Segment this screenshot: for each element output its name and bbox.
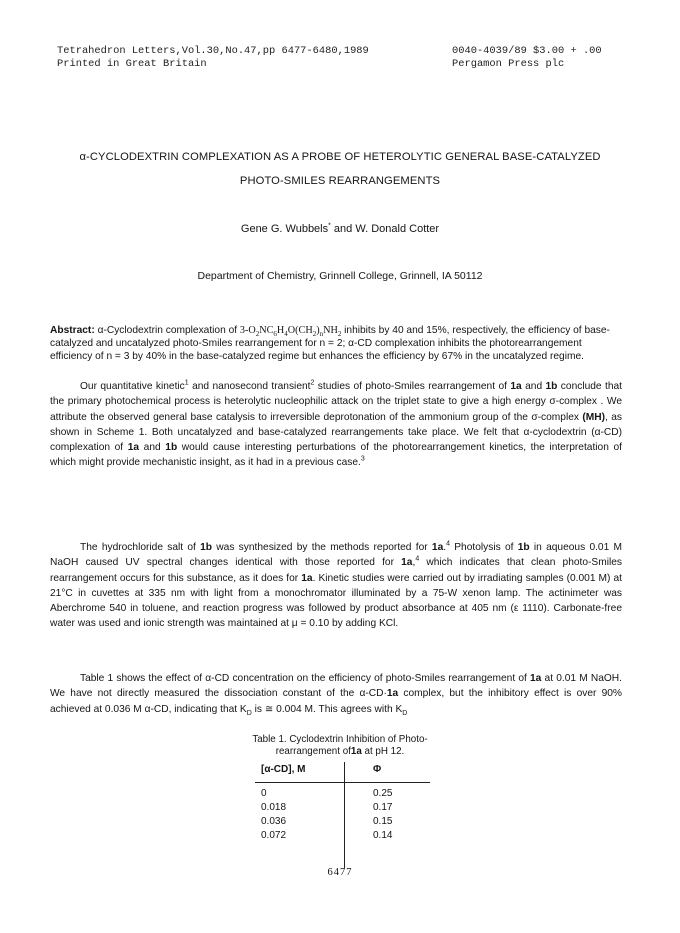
text: and [139, 442, 166, 454]
compound-1b: 1b [545, 381, 558, 392]
text: , as shown in Scheme 1. Both uncatalyzed and base-catalyzed rearrangements take place. We felt that α-cyclodextrin (α-CD) complexation of [50, 411, 623, 454]
ref-4: 4 [415, 555, 420, 563]
text: at pH 12. [361, 746, 405, 757]
text: was synthesized by the methods reported for [212, 542, 432, 553]
compound-1a: 1a [401, 557, 413, 569]
text: , [412, 557, 416, 569]
cell-concentration: 0.018 [261, 802, 287, 813]
table-caption-line-1: Table 1. Cyclodextrin Inhibition of Photo- [252, 734, 428, 745]
compound-1a: 1a [350, 746, 362, 757]
text: is ≅ 0.004 M. This agrees with K [251, 703, 403, 715]
paragraph-1 [50, 379, 622, 471]
data-table [255, 760, 430, 844]
table-header-row [255, 760, 430, 783]
text: complex, but the inhibitory effect is over 90% achieved at 0.036 M α-CD, indicating that K [50, 688, 622, 715]
compound-1a: 1a [386, 688, 399, 700]
ref-4: 4 [446, 540, 450, 548]
publisher: Pergamon Press plc [452, 58, 565, 70]
text: studies of photo-Smiles rearrangement of [314, 381, 511, 392]
chemical-formula: $3-O_2NC_6H_4O(CH_2)_nNH_2$ [239, 325, 342, 339]
table-caption-line-2 [0, 746, 680, 758]
corresponding-mark: * [328, 222, 331, 230]
publisher-header [452, 45, 602, 71]
subscript-d: D [246, 709, 252, 717]
complex-mh: (MH) [582, 411, 606, 423]
compound-1b: 1b [200, 542, 213, 553]
paragraph-2 [50, 540, 622, 632]
cell-concentration: 0 [261, 788, 267, 799]
table-body [255, 783, 430, 844]
cell-phi: 0.25 [373, 788, 393, 799]
abstract-label: Abstract: [50, 325, 95, 336]
compound-1b: 1b [165, 442, 178, 454]
text: Photolysis of [450, 542, 518, 553]
text: which indicates that clean photo-Smiles rearrangement occurs for this substance, as it does for [50, 557, 622, 584]
ref-2: 2 [310, 379, 315, 387]
text: in aqueous 0.01 M NaOH caused UV spectral changes identical with those reported for [50, 542, 623, 569]
ref-1: 1 [184, 379, 189, 387]
table-row [255, 830, 430, 844]
text: at 0.01 M NaOH. We have not directly measured the dissociation constant of the α-CD· [50, 673, 622, 700]
cell-phi: 0.17 [373, 802, 393, 813]
text: The hydrochloride salt of [80, 542, 201, 553]
author-2: and W. Donald Cotter [330, 223, 440, 235]
cell-phi: 0.14 [373, 830, 393, 841]
compound-1a: 1a [510, 381, 522, 392]
abstract-text-2: inhibits by 40 and 15%, respectively, the efficiency of base-catalyzed and uncatalyzed photo-Smiles rearrangement for n = 2; α-CD complexation inhibits the photorearrangement efficiency of n = 3 by 40% in the base-catalyzed regime but enhances the efficiency by 67% in the uncatalyzed regime. [50, 325, 610, 362]
subscript-d: D [402, 709, 408, 717]
ref-3: 3 [360, 456, 365, 464]
text: . Kinetic studies were carried out by irradiating samples (0.001 M) at 21°C in cuvettes at 335 nm with light from a monochromator illuminated by a 75-W xenon lamp. The actinimeter was Aberchrome 540 in toluene, and reaction progress was followed by product absorbance at 405 nm (ε 1110). Carbonate-free water was used and ionic strength was maintained at μ = 0.10 by adding KCl. [50, 572, 622, 630]
text: would cause interesting perturbations of the photorearrangement kinetics, the interpretation of which might provide mechanistic insight, as it had in a previous case. [50, 442, 622, 469]
cell-concentration: 0.072 [261, 830, 287, 841]
affiliation: Department of Chemistry, Grinnell College, Grinnell, IA 50112 [197, 270, 483, 282]
author-1: Gene G. Wubbels [240, 223, 329, 235]
text: and nanosecond transient [188, 381, 311, 392]
abstract [50, 324, 622, 363]
text: rearrangement of [275, 746, 351, 757]
table-row [255, 816, 430, 830]
article-title-line-1: α-CYCLODEXTRIN COMPLEXATION AS A PROBE OF HETEROLYTIC GENERAL BASE-CATALYZED [79, 151, 601, 163]
text: Our quantitative kinetic [80, 381, 185, 392]
cell-concentration: 0.036 [261, 816, 287, 827]
text: . [443, 542, 447, 553]
price-code: 0040-4039/89 $3.00 + .00 [452, 45, 602, 57]
table-row [255, 802, 430, 816]
text: Table 1 shows the effect of α-CD concentration on the efficiency of photo-Smiles rearrangement of [80, 673, 531, 684]
text: and [521, 381, 546, 392]
text: conclude that the primary photochemical process is heterolytic nucleophilic attack on the triplet state to give a high energy σ-complex . We attribute the observed general base catalysis to irreversible deprotonation of the ammonium group of the σ-complex [50, 381, 622, 423]
paragraph-3 [50, 671, 622, 717]
article-title-line-2: PHOTO-SMILES REARRANGEMENTS [239, 175, 441, 187]
journal-header [57, 45, 369, 71]
compound-1a: 1a [301, 572, 313, 584]
journal-citation: Tetrahedron Letters,Vol.30,No.47,pp 6477-6480,1989 [57, 45, 369, 57]
page-number: 6477 [327, 867, 353, 878]
compound-1b: 1b [517, 542, 530, 553]
table-row [255, 788, 430, 802]
column-header-concentration: [α-CD], M [261, 764, 306, 775]
abstract-text-1: α-Cyclodextrin complexation of [94, 325, 240, 336]
compound-1a: 1a [530, 673, 542, 684]
printed-in: Printed in Great Britain [57, 58, 207, 70]
authors [0, 223, 680, 235]
compound-1a: 1a [431, 542, 444, 553]
column-header-phi: Φ [373, 764, 382, 775]
compound-1a: 1a [127, 442, 140, 454]
cell-phi: 0.15 [373, 816, 393, 827]
